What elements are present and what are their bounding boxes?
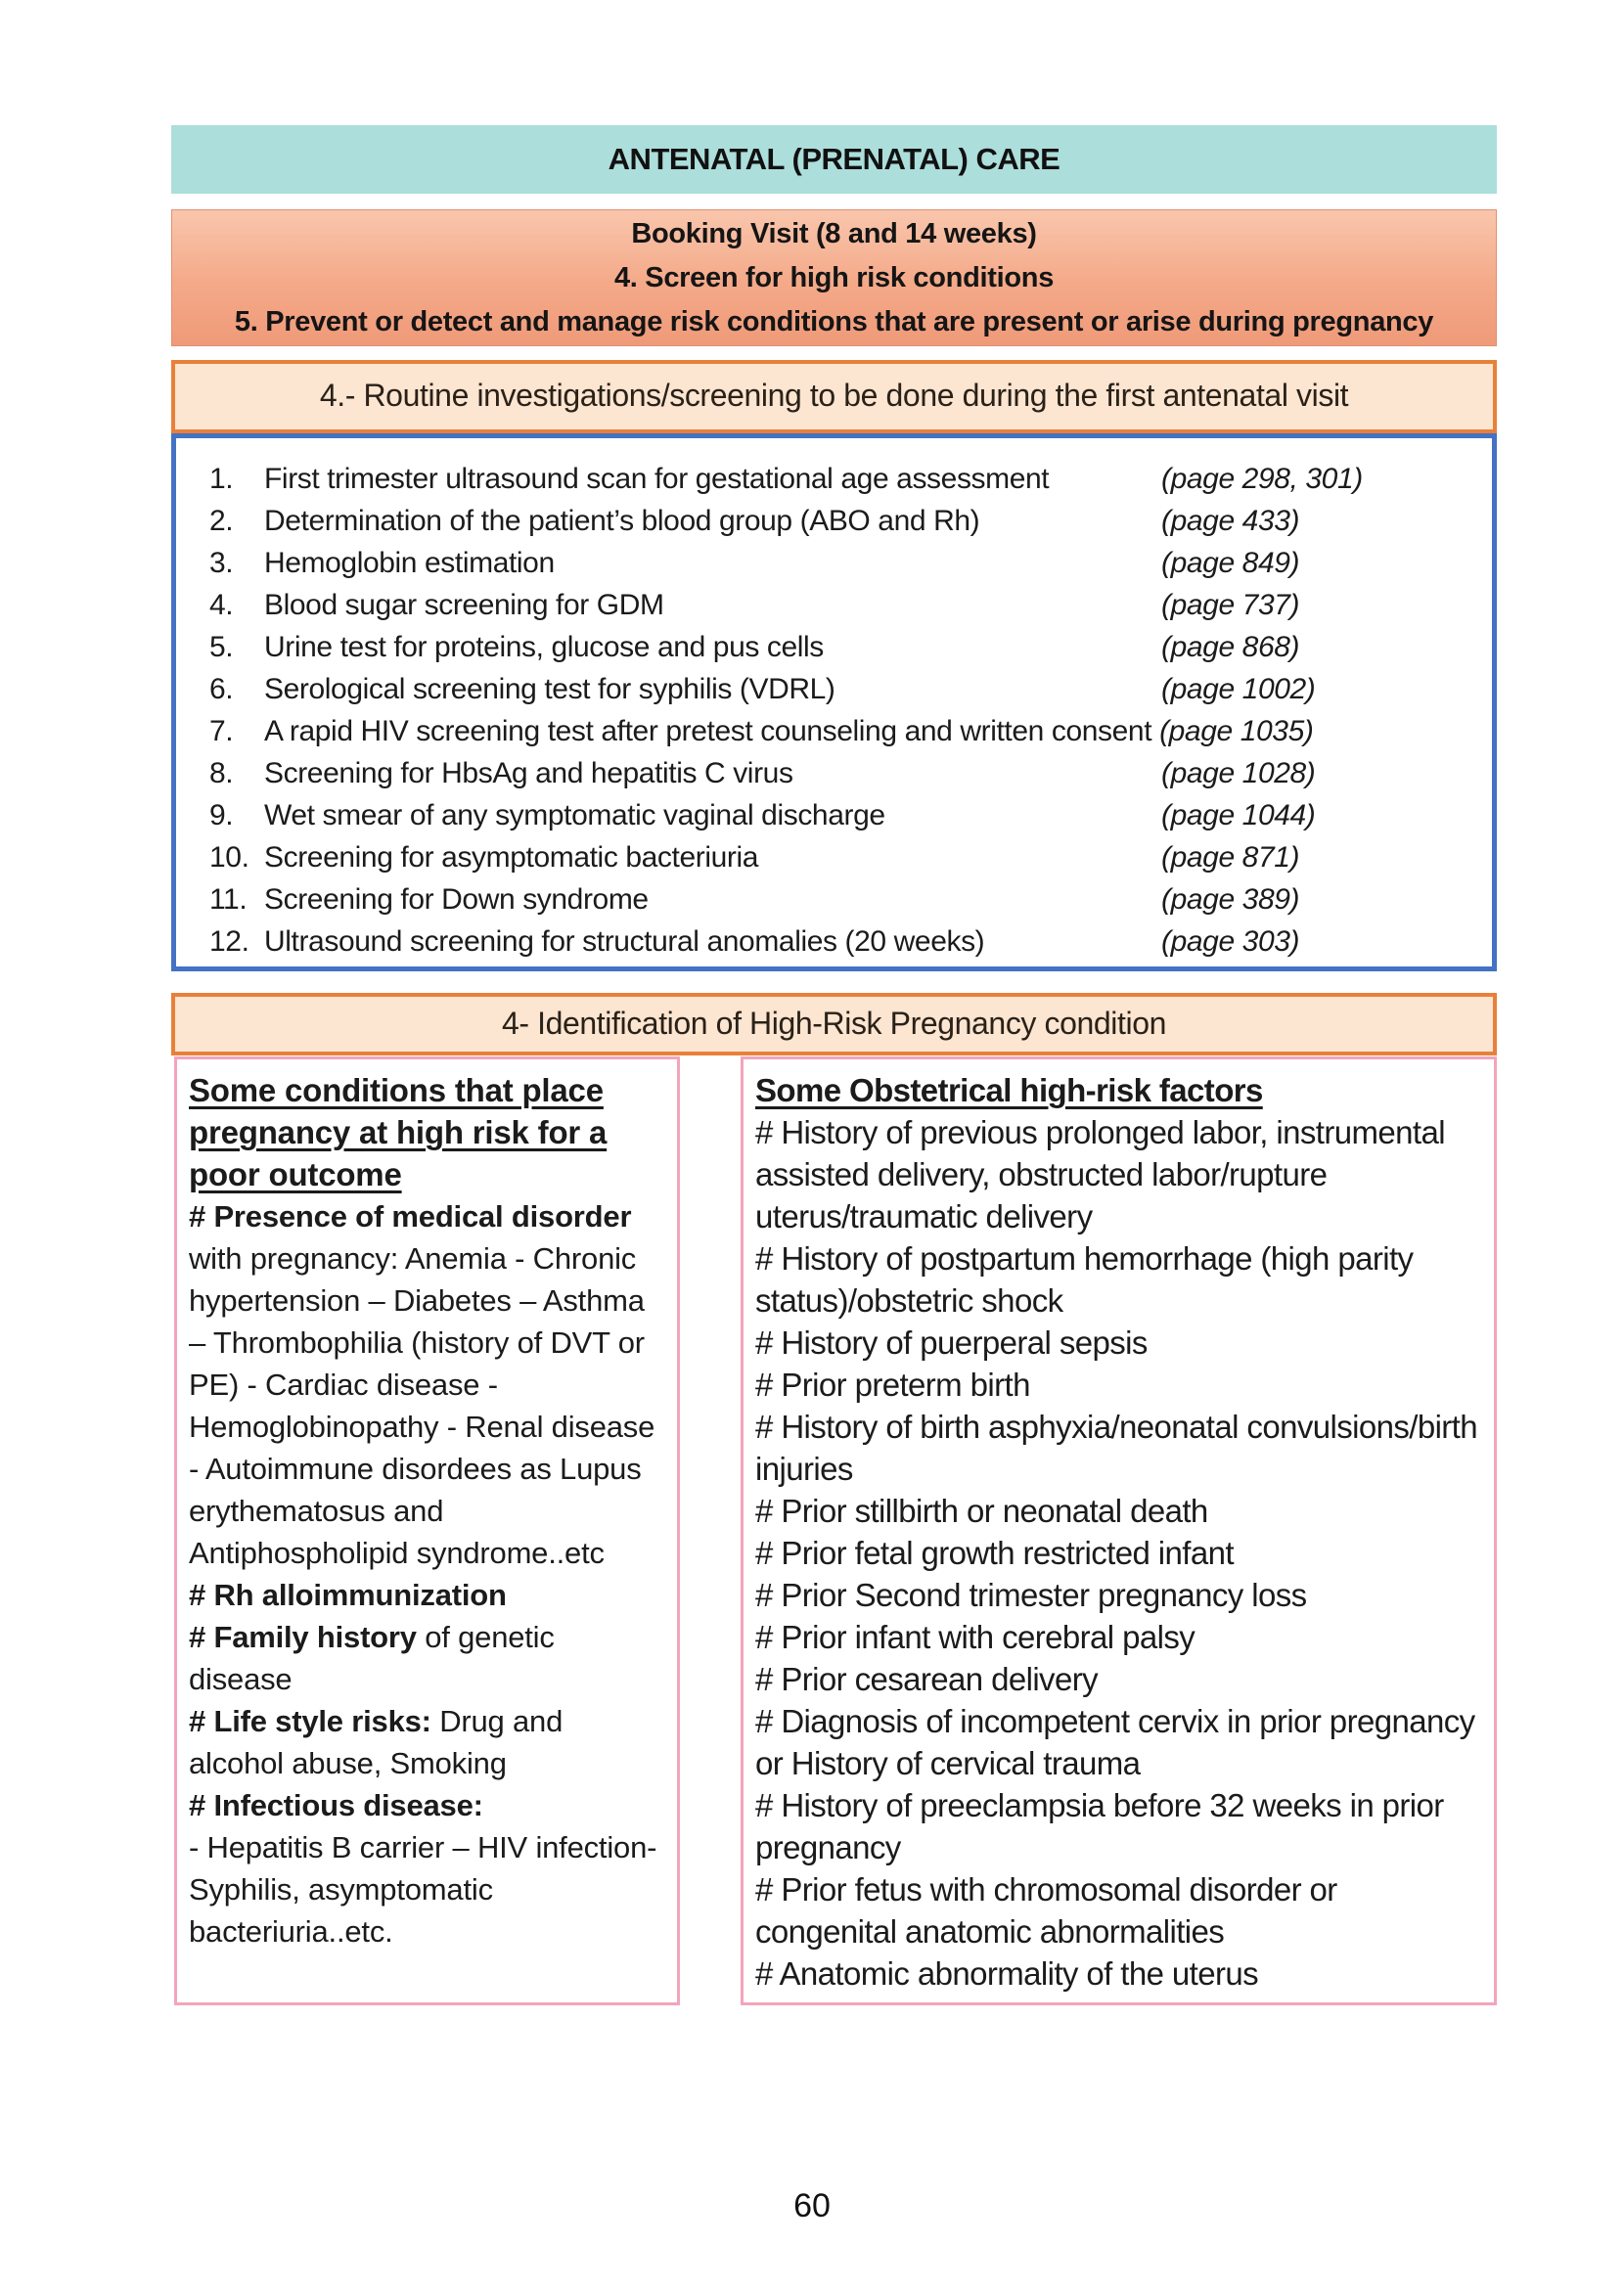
page-title: ANTENATAL (PRENATAL) CARE: [171, 125, 1497, 194]
list-item-number: 12.: [209, 925, 249, 958]
list-item: [209, 878, 1474, 920]
list-item-text: Hemoglobin estimation: [264, 547, 555, 579]
column-paragraph: # Prior stillbirth or neonatal death: [755, 1493, 1208, 1529]
column-paragraph: # Prior Second trimester pregnancy loss: [755, 1577, 1307, 1613]
list-item-number: 11.: [209, 883, 248, 916]
column-paragraph: # Life style risks: Drug and alcohol abuse, Smoking: [189, 1704, 564, 1780]
list-item-pageref: (page 849): [1161, 547, 1300, 579]
list-item-number: 3.: [209, 547, 234, 579]
list-item-number: 2.: [209, 505, 234, 537]
list-item: [209, 584, 1474, 626]
column-paragraph: # Prior cesarean delivery: [755, 1661, 1098, 1697]
list-item: [209, 668, 1474, 710]
list-item-pageref: (page 303): [1161, 925, 1300, 958]
list-item-number: 1.: [209, 463, 234, 495]
column-paragraph: # Presence of medical disorder with pregnancy: Anemia - Chronic hypertension – Diabetes – Asthma – Thrombophilia (history of DVT or PE) - Cardiac disease - Hemoglobinopathy - Renal disease - Autoimmune disordees as Lupus erythematosus and Antiphospholipid syndrome..etc: [189, 1199, 655, 1570]
column-paragraph: # Prior fetus with chromosomal disorder or congenital anatomic abnormalities: [755, 1871, 1337, 1950]
medical-conditions-column: [174, 1056, 680, 2005]
list-item-text: Screening for asymptomatic bacteriuria: [264, 841, 759, 874]
identification-section-header: 4- Identification of High-Risk Pregnancy condition: [171, 993, 1497, 1055]
list-item-text: Blood sugar screening for GDM: [264, 589, 664, 621]
column-paragraph: # History of birth asphyxia/neonatal convulsions/birth injuries: [755, 1409, 1478, 1487]
list-item: [209, 542, 1474, 584]
column-paragraph: # Anatomic abnormality of the uterus: [755, 1955, 1259, 1992]
column-paragraph: # Prior infant with cerebral palsy: [755, 1619, 1195, 1655]
routine-list: [171, 433, 1497, 971]
column-paragraph: - Hepatitis B carrier – HIV infection- Syphilis, asymptomatic bacteriuria..etc.: [189, 1830, 657, 1949]
list-item-text: Ultrasound screening for structural anomalies (20 weeks): [264, 925, 985, 958]
column-paragraph: # History of previous prolonged labor, instrumental assisted delivery, obstructed labor/rupture uterus/traumatic delivery: [755, 1114, 1445, 1234]
list-item-pageref: (page 868): [1161, 631, 1300, 663]
list-item-pageref: (page 298, 301): [1161, 463, 1363, 495]
list-item-pageref: (page 1035): [1159, 715, 1314, 747]
list-item-number: 8.: [209, 757, 234, 789]
list-item-pageref: (page 1044): [1161, 799, 1316, 831]
list-item: [209, 458, 1474, 500]
obstetrical-factors-column: [741, 1056, 1497, 2005]
list-item-pageref: (page 1028): [1161, 757, 1316, 789]
page-number: 60: [793, 2187, 831, 2224]
list-item: [209, 836, 1474, 878]
list-item-pageref: (page 389): [1161, 883, 1300, 916]
list-item-text: Urine test for proteins, glucose and pus cells: [264, 631, 824, 663]
column-paragraph: # Infectious disease:: [189, 1788, 483, 1822]
list-item-pageref: (page 871): [1161, 841, 1300, 874]
column-paragraph: # History of preeclampsia before 32 weeks in prior pregnancy: [755, 1787, 1444, 1865]
booking-line-2: 4. Screen for high risk conditions: [613, 262, 1055, 293]
routine-section-header: 4.- Routine investigations/screening to be done during the first antenatal visit: [171, 360, 1497, 433]
booking-line-1: Booking Visit (8 and 14 weeks): [631, 218, 1037, 249]
list-item-text: Screening for HbsAg and hepatitis C virus: [264, 757, 793, 789]
column-paragraph: # Prior fetal growth restricted infant: [755, 1535, 1234, 1571]
list-item-pageref: (page 1002): [1161, 673, 1316, 705]
list-item: [209, 752, 1474, 794]
list-item-number: 9.: [209, 799, 234, 831]
list-item-text: Determination of the patient’s blood group (ABO and Rh): [264, 505, 980, 537]
list-item: [209, 626, 1474, 668]
list-item-pageref: (page 737): [1161, 589, 1300, 621]
list-item-text: First trimester ultrasound scan for gestational age assessment: [264, 463, 1050, 495]
column-heading: Some Obstetrical high-risk factors: [755, 1072, 1263, 1108]
list-item-text: A rapid HIV screening test after pretest counseling and written consent (page 1035): [264, 715, 1314, 747]
column-paragraph: # History of postpartum hemorrhage (high parity status)/obstetric shock: [755, 1240, 1414, 1319]
column-paragraph: # Family history of genetic disease: [189, 1620, 555, 1696]
list-item: [209, 500, 1474, 542]
column-paragraph: # Diagnosis of incompetent cervix in prior pregnancy or History of cervical trauma: [755, 1703, 1475, 1781]
list-item: [209, 794, 1474, 836]
column-heading: Some conditions that place pregnancy at high risk for a poor outcome: [189, 1072, 608, 1192]
list-item-number: 10.: [209, 841, 249, 874]
column-paragraph: # Prior preterm birth: [755, 1367, 1030, 1403]
list-item: [209, 920, 1474, 963]
list-item-number: 4.: [209, 589, 234, 621]
list-item-text: Serological screening test for syphilis (VDRL): [264, 673, 835, 705]
list-item-number: 5.: [209, 631, 234, 663]
list-item: [209, 710, 1474, 752]
column-paragraph: # Rh alloimmunization: [189, 1578, 507, 1612]
column-paragraph: # History of puerperal sepsis: [755, 1324, 1148, 1361]
list-item-text: Wet smear of any symptomatic vaginal discharge: [264, 799, 885, 831]
booking-line-3: 5. Prevent or detect and manage risk conditions that are present or arise during pregnancy: [234, 306, 1434, 337]
list-item-text: Screening for Down syndrome: [264, 883, 649, 916]
booking-visit-box: [171, 209, 1497, 346]
list-item-pageref: (page 433): [1161, 505, 1300, 537]
list-item-number: 6.: [209, 673, 234, 705]
list-item-number: 7.: [209, 715, 234, 747]
